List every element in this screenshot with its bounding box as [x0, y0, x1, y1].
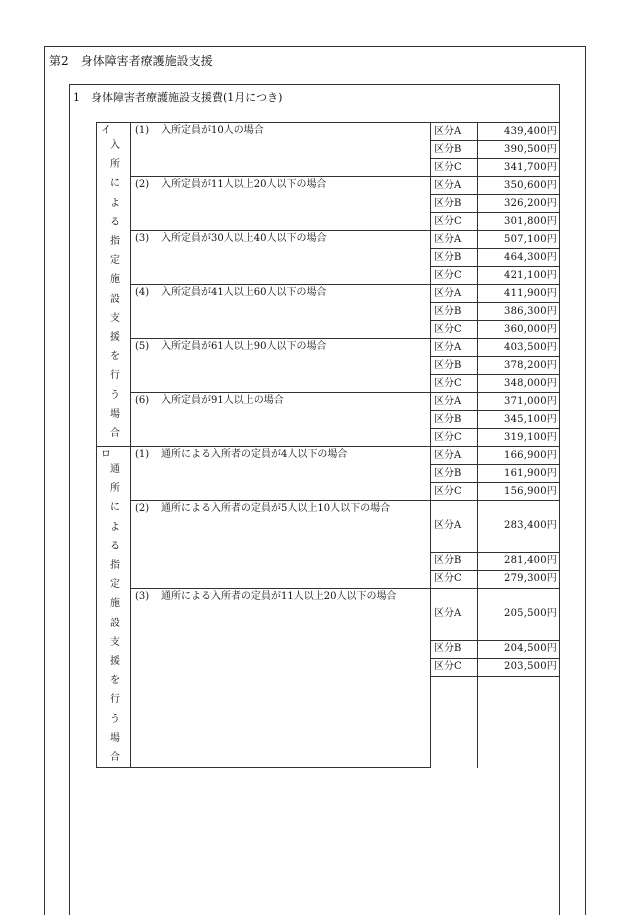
fee-row	[97, 501, 560, 553]
fee-row	[97, 123, 560, 141]
item-description-cell	[131, 285, 431, 339]
kubun-cell: 区分C	[431, 213, 478, 231]
subsection-frame-top	[69, 84, 560, 85]
kubun-cell: 区分B	[431, 552, 478, 570]
amount-cell: 386,300円	[478, 303, 560, 321]
amount-cell: 341,700円	[478, 159, 560, 177]
fee-row	[97, 393, 560, 411]
kubun-cell: 区分C	[431, 267, 478, 285]
kubun-cell: 区分C	[431, 570, 478, 588]
amount-cell: 281,400円	[478, 552, 560, 570]
amount-cell: 507,100円	[478, 231, 560, 249]
amount-cell: 439,400円	[478, 123, 560, 141]
amount-cell: 390,500円	[478, 141, 560, 159]
kubun-cell: 区分B	[431, 195, 478, 213]
amount-cell: 319,100円	[478, 429, 560, 447]
amount-cell: 326,200円	[478, 195, 560, 213]
fee-row	[97, 231, 560, 249]
amount-cell: 301,800円	[478, 213, 560, 231]
amount-cell: 348,000円	[478, 375, 560, 393]
item-description-cell	[131, 588, 431, 767]
subsection-title: 1 身体障害者療護施設支援費(1月につき)	[73, 91, 283, 104]
outer-frame-right	[585, 46, 586, 915]
fee-table-body	[97, 123, 560, 768]
kubun-cell: 区分A	[431, 285, 478, 303]
kubun-cell: 区分C	[431, 429, 478, 447]
filler-cell	[478, 676, 560, 768]
item-description-cell	[131, 339, 431, 393]
item-description: 入所定員が91人以上の場合	[161, 395, 284, 406]
kubun-cell: 区分B	[431, 357, 478, 375]
fee-row	[97, 588, 560, 640]
kubun-cell: 区分B	[431, 141, 478, 159]
item-number: (6)	[135, 395, 150, 406]
item-description-cell	[131, 231, 431, 285]
category-mark: ロ	[101, 449, 111, 460]
item-description: 通所による入所者の定員が5人以上10人以下の場合	[161, 503, 391, 514]
section-title: 第2 身体障害者療護施設支援	[49, 54, 213, 68]
amount-cell: 371,000円	[478, 393, 560, 411]
item-description: 入所定員が61人以上90人以下の場合	[161, 341, 327, 352]
outer-frame-left	[44, 46, 45, 915]
amount-cell: 166,900円	[478, 447, 560, 465]
item-description-cell	[131, 123, 431, 177]
item-description: 通所による入所者の定員が11人以上20人以下の場合	[161, 590, 397, 602]
category-cell	[97, 447, 131, 768]
kubun-cell: 区分C	[431, 375, 478, 393]
kubun-cell: 区分A	[431, 231, 478, 249]
item-description: 入所定員が30人以上40人以下の場合	[161, 233, 327, 244]
amount-cell: 345,100円	[478, 411, 560, 429]
amount-cell: 411,900円	[478, 285, 560, 303]
item-number: (2)	[135, 179, 150, 190]
amount-cell: 203,500円	[478, 658, 560, 676]
category-label: 通所による指定施設支援を行う場合	[110, 464, 120, 764]
item-number: (2)	[135, 503, 150, 514]
fee-row	[97, 339, 560, 357]
item-description: 入所定員が11人以上20人以下の場合	[161, 179, 327, 190]
amount-cell: 204,500円	[478, 640, 560, 658]
kubun-cell: 区分B	[431, 411, 478, 429]
fee-row	[97, 177, 560, 195]
item-number: (1)	[135, 449, 150, 460]
amount-cell: 421,100円	[478, 267, 560, 285]
kubun-cell: 区分C	[431, 483, 478, 501]
amount-cell: 350,600円	[478, 177, 560, 195]
filler-cell	[431, 676, 478, 768]
fee-row	[97, 447, 560, 465]
amount-cell: 283,400円	[478, 501, 560, 553]
fee-table	[96, 122, 560, 768]
kubun-cell: 区分A	[431, 501, 478, 553]
amount-cell: 156,900円	[478, 483, 560, 501]
category-label: 入所による指定施設支援を行う場合	[110, 140, 120, 440]
kubun-cell: 区分C	[431, 321, 478, 339]
kubun-cell: 区分C	[431, 658, 478, 676]
amount-cell: 360,000円	[478, 321, 560, 339]
amount-cell: 205,500円	[478, 588, 560, 640]
kubun-cell: 区分A	[431, 588, 478, 640]
amount-cell: 161,900円	[478, 465, 560, 483]
subsection-frame-left	[69, 84, 70, 915]
category-cell	[97, 123, 131, 447]
item-number: (4)	[135, 287, 150, 298]
item-description: 入所定員が10人の場合	[161, 125, 264, 136]
item-description-cell	[131, 177, 431, 231]
amount-cell: 279,300円	[478, 570, 560, 588]
kubun-cell: 区分A	[431, 177, 478, 195]
amount-cell: 403,500円	[478, 339, 560, 357]
item-description-cell	[131, 447, 431, 501]
outer-frame-top	[44, 46, 586, 47]
item-number: (1)	[135, 125, 150, 136]
kubun-cell: 区分A	[431, 123, 478, 141]
amount-cell: 378,200円	[478, 357, 560, 375]
item-number: (3)	[135, 233, 150, 244]
amount-cell: 464,300円	[478, 249, 560, 267]
kubun-cell: 区分B	[431, 465, 478, 483]
kubun-cell: 区分B	[431, 303, 478, 321]
kubun-cell: 区分A	[431, 393, 478, 411]
kubun-cell: 区分A	[431, 339, 478, 357]
item-number: (5)	[135, 341, 150, 352]
kubun-cell: 区分B	[431, 249, 478, 267]
item-description-cell	[131, 501, 431, 589]
fee-row	[97, 285, 560, 303]
category-mark: イ	[101, 125, 111, 136]
kubun-cell: 区分A	[431, 447, 478, 465]
item-description: 通所による入所者の定員が4人以下の場合	[161, 449, 348, 460]
kubun-cell: 区分B	[431, 640, 478, 658]
kubun-cell: 区分C	[431, 159, 478, 177]
item-description-cell	[131, 393, 431, 447]
item-description: 入所定員が41人以上60人以下の場合	[161, 287, 327, 298]
item-number: (3)	[135, 590, 150, 602]
